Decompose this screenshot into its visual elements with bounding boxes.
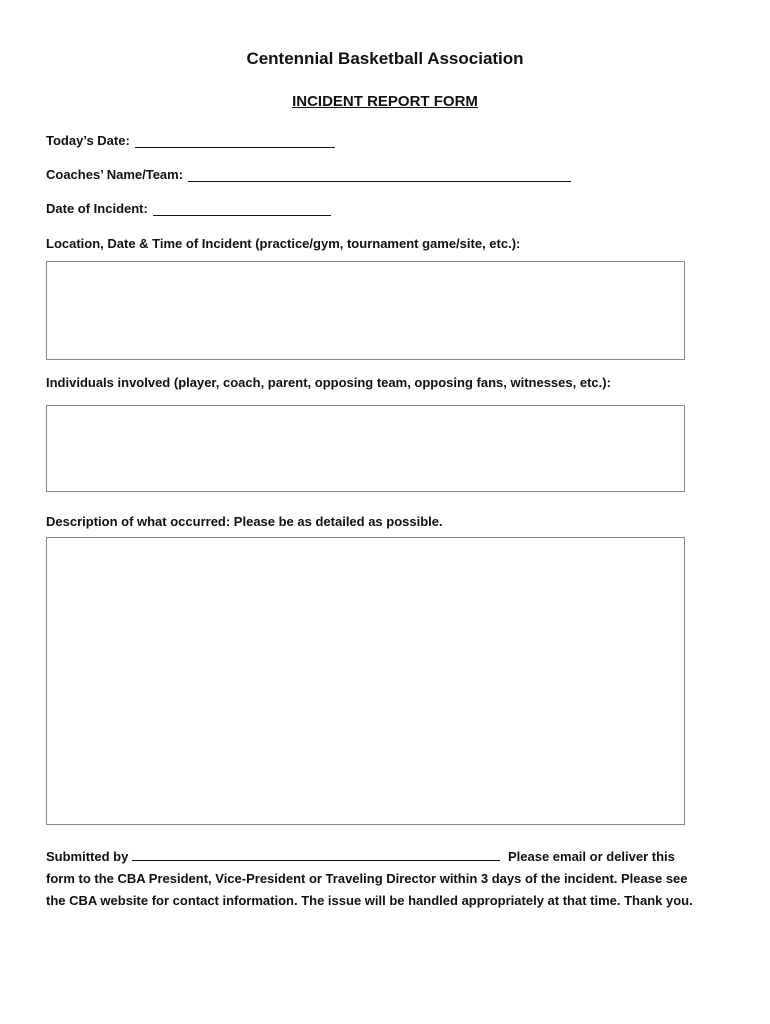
location-label: Location, Date & Time of Incident (practice/gym, tournament game/site, etc.): [46,236,521,251]
todays-date-row [46,133,335,148]
coach-name-team-label: Coaches’ Name/Team: [46,167,184,182]
coach-name-team-row [46,167,571,182]
date-of-incident-row [46,201,331,216]
description-textbox[interactable] [46,537,685,825]
individuals-textbox[interactable] [46,405,685,492]
submitted-by-input-line[interactable] [132,846,500,861]
submission-instructions-text: Please email or deliver this form to the CBA President, Vice-President or Traveling Director within 3 days of the incident. Please see the CBA website for contact information. The issue will be handled appropriately at that time. Thank you. [46,849,693,908]
todays-date-label: Today’s Date: [46,133,130,148]
form-title: INCIDENT REPORT FORM [292,93,478,110]
coach-name-team-input-line[interactable] [188,167,571,182]
form-org-title: Centennial Basketball Association [246,49,524,68]
date-of-incident-label: Date of Incident: [46,201,148,216]
individuals-label: Individuals involved (player, coach, parent, opposing team, opposing fans, witnesses, etc.): [46,375,611,390]
description-label: Description of what occurred: Please be as detailed as possible. [46,514,443,529]
location-textbox[interactable] [46,261,685,360]
submission-instructions [46,846,696,912]
submitted-by-label: Submitted by [46,849,129,864]
todays-date-input-line[interactable] [135,133,335,148]
date-of-incident-input-line[interactable] [153,201,331,216]
